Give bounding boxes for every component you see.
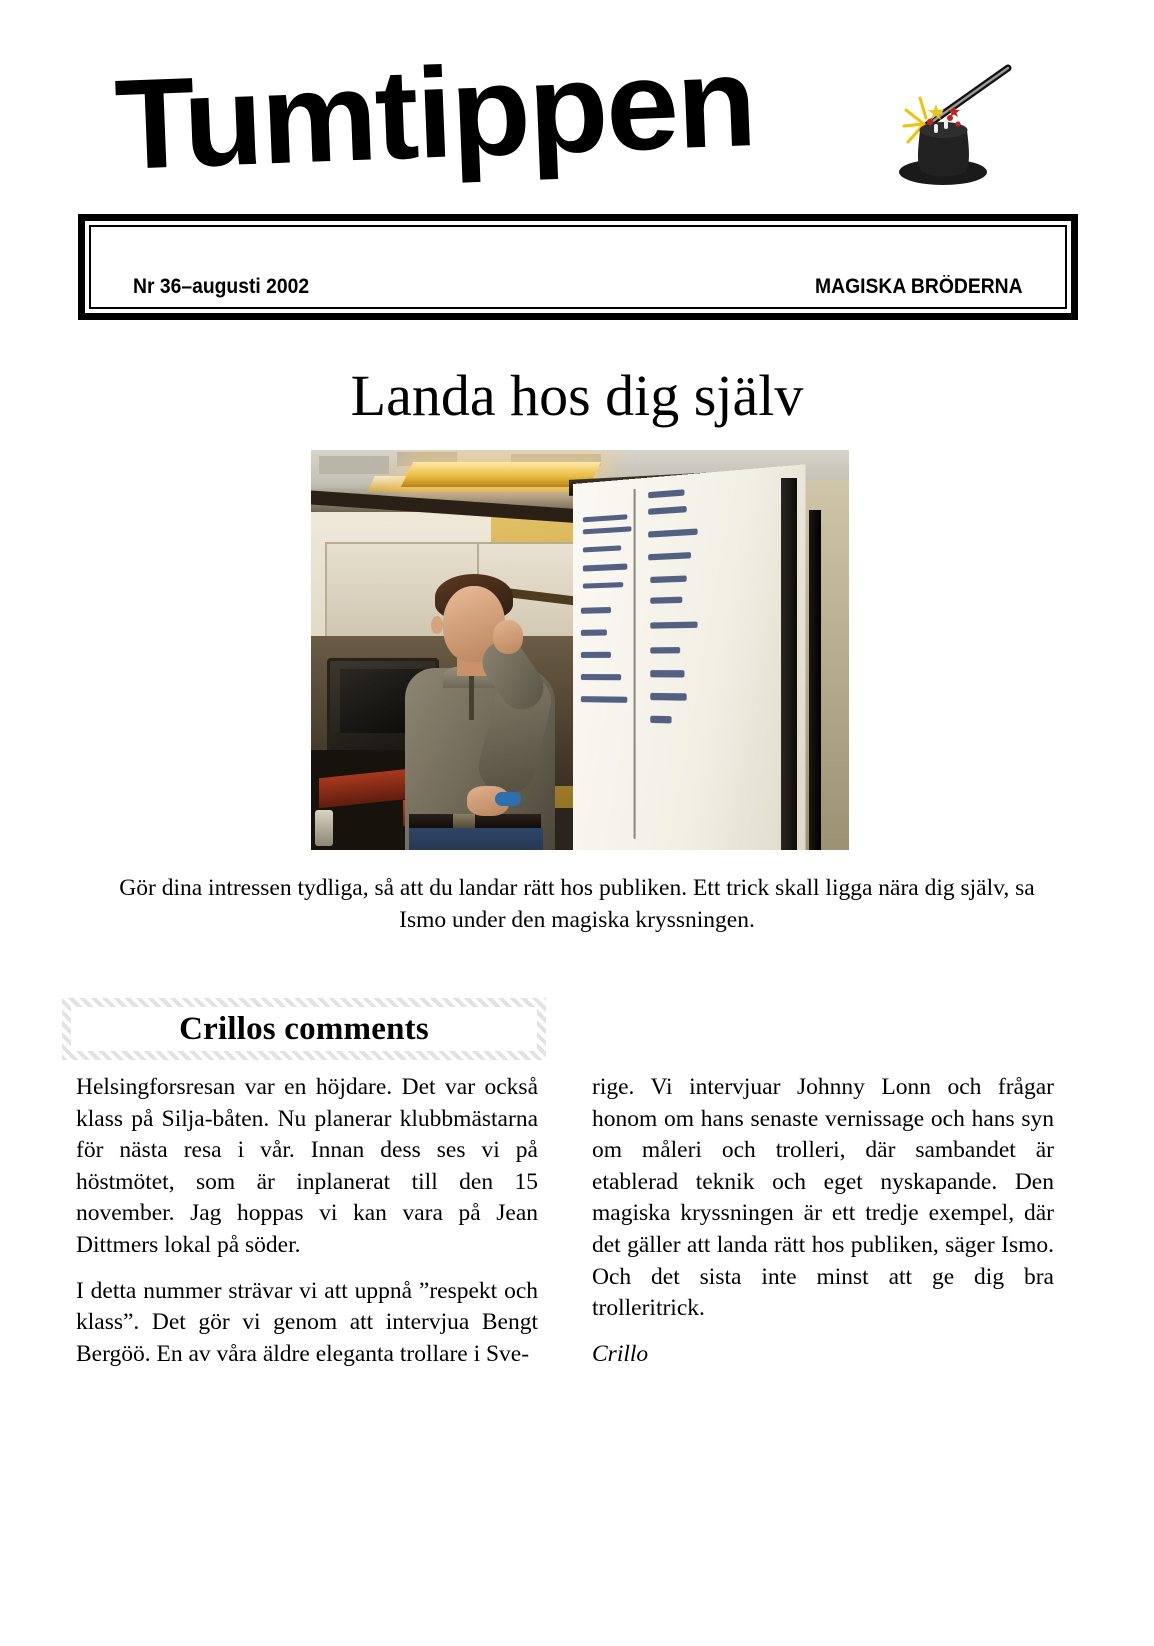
photo-caption: Gör dina intressen tydliga, så att du landar rätt hos publiken. Ett trick skall ligga nära dig själv, sa Ismo under den magiska kryssningen. bbox=[119, 875, 1035, 934]
issue-number-label: Nr 36–augusti 2002 bbox=[133, 275, 310, 298]
paragraph: rige. Vi intervjuar Johnny Lonn och frågar honom om hans senaste vernissage och hans syn om måleri och trolleri, där sambandet är etablerad teknik och eget nyskapande. Den magiska kryssningen är ett tredje exempel, där det gäller att landa rätt hos publiken, säger Ismo. Och det sista inte minst att ge dig bra trolleritrick. bbox=[592, 1074, 1054, 1322]
crillos-comments-box bbox=[62, 998, 546, 1060]
flipchart-sheet bbox=[573, 464, 806, 850]
paragraph: Helsingforsresan var en höjdare. Det var också klass på Silja-båten. Nu planerar klubbmästarna för nästa resa i vår. Innan dess ses vi på höstmötet, som är inplanerat till den 15 november. Jag hoppas vi kan vara på Jean Dittmers lokal på söder. bbox=[76, 1074, 538, 1258]
paragraph: I detta nummer strävar vi att uppnå ”respekt och klass”. Det gör vi genom att intervjua Bengt Bergöö. En av våra äldre eleganta trollare i Sve- bbox=[76, 1277, 538, 1367]
article-headline: Landa hos dig själv bbox=[350, 363, 804, 428]
article-photo bbox=[311, 450, 849, 850]
section-heading: Crillos comments bbox=[179, 1010, 429, 1047]
organization-label: MAGISKA BRÖDERNA bbox=[815, 275, 1023, 298]
masthead bbox=[0, 30, 1154, 202]
top-hat-with-wand-icon bbox=[868, 60, 1018, 190]
issue-bar bbox=[78, 214, 1078, 320]
author-signature: Crillo bbox=[592, 1340, 649, 1367]
masthead-title: Tumtippen bbox=[112, 30, 757, 197]
masthead-logo bbox=[112, 30, 878, 197]
body-column-right bbox=[592, 1072, 1054, 1370]
body-column-left bbox=[76, 1072, 538, 1384]
person-in-photo bbox=[391, 570, 573, 850]
